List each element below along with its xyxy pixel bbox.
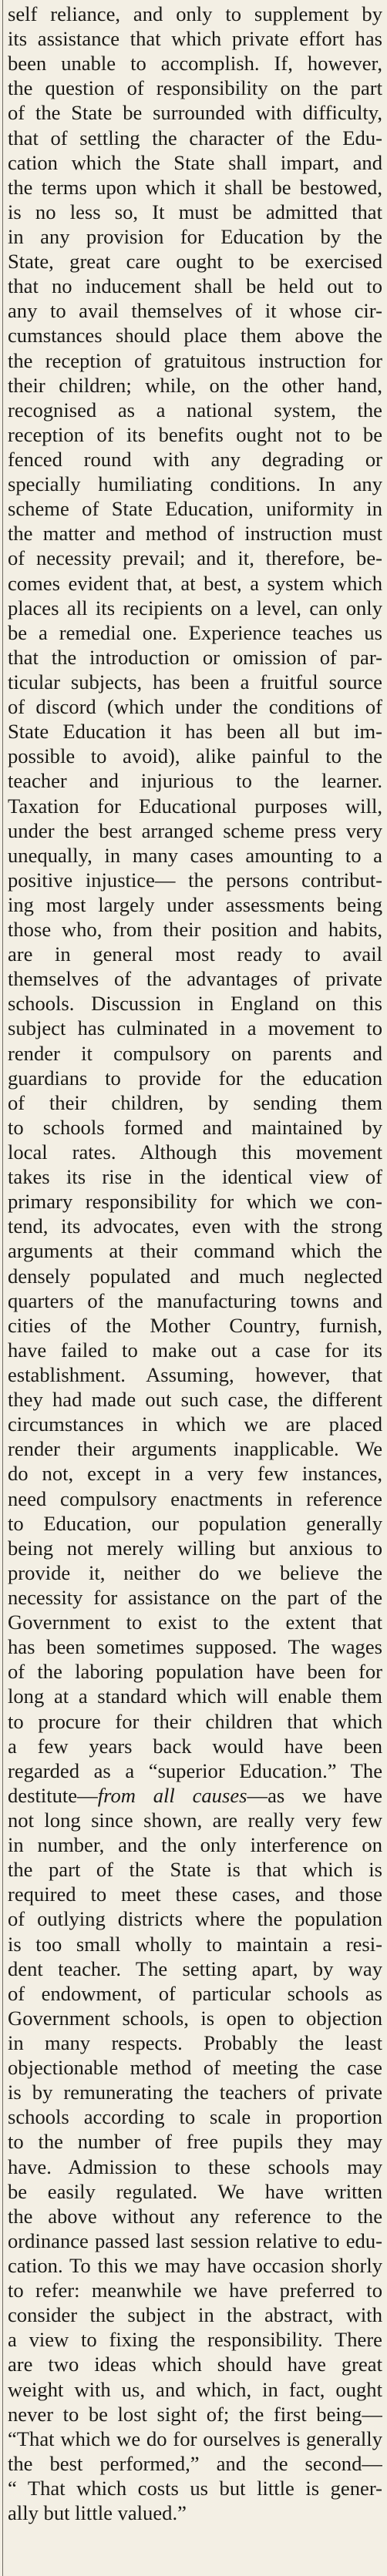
text-line: in number, and the only interference on — [8, 1833, 382, 1857]
text-line: do not, except in a very few instances, — [8, 1462, 382, 1486]
text-line: of necessity prevail; and it, therefore, be- — [8, 546, 382, 570]
text-line: provide it, neither do we believe the — [8, 1560, 382, 1584]
text-line: teacher and injurious to the learner. — [8, 769, 382, 793]
text-line: comes evident that, at best, a system which — [8, 571, 382, 595]
text-line: State Education it has been all but im- — [8, 720, 382, 744]
text-line: ally but little valued.” — [8, 2501, 187, 2525]
text-line: a few years back would have been — [8, 1734, 382, 1758]
text-line: of their children, by sending them — [8, 1090, 382, 1114]
text-line: dent teacher. The setting apart, by way — [8, 1956, 382, 1980]
text-line: that no inducement shall be held out to — [8, 274, 382, 298]
text-line: self reliance, and only to supplement by — [8, 2, 382, 25]
text-line: to the number of free pupils they may — [8, 2130, 382, 2154]
text-line: those who, from their position and habits, — [8, 918, 382, 942]
text-line: “ That which costs us but little is gener- — [8, 2476, 382, 2500]
text-line: never to be lost sight of; the first being— — [8, 2402, 382, 2426]
text-line: tend, its advocates, even with the strong — [8, 1214, 382, 1238]
text-line: have. Admission to these schools may — [8, 2155, 382, 2178]
text-line: consider the subject in the abstract, with — [8, 2303, 382, 2327]
text-line: the terms upon which it shall be bestowed, — [8, 175, 382, 199]
text-line: their children; while, on the other hand, — [8, 373, 382, 397]
text-line: that of settling the character of the Edu- — [8, 126, 382, 149]
text-line: ordinance passed last session relative to edu- — [8, 2228, 382, 2252]
text-line: being not merely willing but anxious to — [8, 1536, 382, 1560]
text-line: establishment. Assuming, however, that — [8, 1363, 382, 1387]
text-line: the matter and method of instruction must — [8, 522, 382, 546]
text-line: in any provision for Education by the — [8, 224, 382, 248]
text-line: recognised as a national system, the — [8, 398, 382, 421]
text-line: cumstances should place them above the — [8, 324, 382, 348]
text-line: be easily regulated. We have written — [8, 2179, 382, 2203]
text-line: possible to avoid), alike painful to the — [8, 744, 382, 768]
text-line: of the laboring population have been for — [8, 1660, 382, 1684]
text-line: render their arguments inapplicable. We — [8, 1437, 382, 1461]
text-line: ticular subjects, has been a fruitful source — [8, 670, 382, 694]
text-line: the best performed,” and the second— — [8, 2451, 382, 2475]
text-line: schools. Discussion in England on this — [8, 992, 382, 1016]
text-line: required to meet these cases, and those — [8, 1882, 382, 1906]
text-line: cation which the State shall impart, and — [8, 150, 382, 174]
text-line: fenced round with any degrading or — [8, 447, 382, 471]
text-line: necessity for assistance on the part of the — [8, 1586, 382, 1609]
text-line: has been sometimes supposed. The wages — [8, 1635, 382, 1659]
text-line: they had made out such case, the different — [8, 1388, 382, 1412]
text-line: unequally, in many cases amounting to a — [8, 843, 382, 867]
text-line: local rates. Although this movement — [8, 1140, 382, 1164]
text-line: guardians to provide for the education — [8, 1066, 382, 1090]
article-column — [8, 2, 382, 2572]
text-line: circumstances in which we are placed — [8, 1412, 382, 1436]
text-line: reception of its benefits ought not to be — [8, 422, 382, 446]
text-line: of endowment, of particular schools as — [8, 1981, 382, 2005]
text-line: are two ideas which should have great — [8, 2353, 382, 2376]
text-line: of discord (which under the conditions of — [8, 695, 382, 719]
text-line: places all its recipients on a level, can only — [8, 596, 382, 620]
text-line: Taxation for Educational purposes will, — [8, 794, 382, 818]
text-line: cation. To this we may have occasion shorly — [8, 2253, 382, 2277]
text-line: have failed to make out a case for its — [8, 1338, 382, 1362]
text-line: been unable to accomplish. If, however, — [8, 52, 382, 76]
text-line: quarters of the manufacturing towns and — [8, 1288, 382, 1312]
text-line: regarded as a “superior Education.” The — [8, 1758, 382, 1782]
text-line: of outlying districts where the population — [8, 1907, 382, 1931]
text-line: objectionable method of meeting the case — [8, 2056, 382, 2080]
text-line: not long since shown, are really very few — [8, 1808, 382, 1832]
text-line: to refer: meanwhile we have preferred to — [8, 2279, 382, 2302]
text-line: scheme of State Education, uniformity in — [8, 497, 382, 521]
text-line: cities of the Mother Country, furnish, — [8, 1313, 382, 1337]
text-line: in many respects. Probably the least — [8, 2030, 382, 2054]
text-line: primary responsibility for which we con- — [8, 1190, 382, 1214]
text-line: need compulsory enactments in reference — [8, 1486, 382, 1510]
text-line: Government to exist to the extent that — [8, 1610, 382, 1634]
text-line: to procure for their children that which — [8, 1709, 382, 1733]
text-line: its assistance that which private effort has — [8, 27, 382, 51]
text-line: “That which we do for ourselves is generally — [8, 2427, 382, 2450]
text-line: the question of responsibility on the part — [8, 76, 382, 100]
text-line: weight with us, and which, in fact, ought — [8, 2377, 382, 2401]
text-line: densely populated and much neglected — [8, 1264, 382, 1288]
text-line: schools according to scale in proportion — [8, 2105, 382, 2129]
text-line: the part of the State is that which is — [8, 1858, 382, 1882]
text-line: Government schools, is open to objection — [8, 2006, 382, 2030]
text-line: of the State be surrounded with difficulty, — [8, 101, 382, 125]
text-line: the reception of gratuitous instruction for — [8, 348, 382, 372]
text-line: under the best arranged scheme press very — [8, 818, 382, 842]
text-line: any to avail themselves of it whose cir- — [8, 299, 382, 323]
text-line: the above without any reference to the — [8, 2204, 382, 2228]
text-line: takes its rise in the identical view of — [8, 1165, 382, 1189]
text-line: destitute—from all causes—as we have — [8, 1783, 382, 1807]
text-line: to schools formed and maintained by — [8, 1115, 382, 1139]
text-line: specially humiliating conditions. In any — [8, 472, 382, 496]
text-line: arguments at their command which the — [8, 1239, 382, 1263]
text-line: is too small wholly to maintain a resi- — [8, 1932, 382, 1956]
text-line: is by remunerating the teachers of private — [8, 2081, 382, 2104]
text-line: are in general most ready to avail — [8, 942, 382, 966]
text-line: ing most largely under assessments being — [8, 892, 382, 916]
text-line: be a remedial one. Experience teaches us — [8, 620, 382, 644]
text-line: subject has culminated in a movement to — [8, 1016, 382, 1040]
column-rule — [2, 0, 3, 2576]
text-line: themselves of the advantages of private — [8, 967, 382, 991]
text-line: that the introduction or omission of par- — [8, 645, 382, 669]
text-line: is no less so, It must be admitted that — [8, 200, 382, 223]
text-line: long at a standard which will enable them — [8, 1684, 382, 1708]
text-line: to Education, our population generally — [8, 1511, 382, 1535]
text-line: State, great care ought to be exercised — [8, 250, 382, 274]
text-line: a view to fixing the responsibility. There — [8, 2328, 382, 2352]
text-line: render it compulsory on parents and — [8, 1041, 382, 1065]
text-line: positive injustice— the persons contribut- — [8, 868, 382, 892]
